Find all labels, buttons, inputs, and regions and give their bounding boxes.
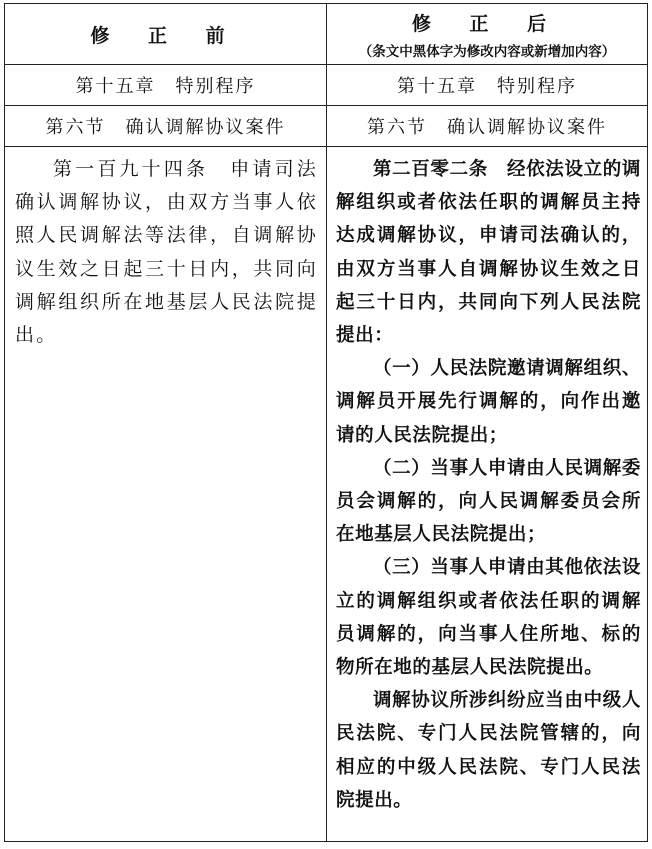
after-article-paragraph-5: 调解协议所涉纠纷应当由中级人民法院、专门人民法院管辖的，向相应的中级人民法院、专门人民法院提出。 <box>336 690 641 811</box>
after-header-cell <box>327 4 647 64</box>
comparison-table <box>4 3 648 842</box>
after-chapter-heading: 第十五章 特别程序 <box>397 76 577 97</box>
header-row <box>5 4 647 65</box>
before-chapter-heading: 第十五章 特别程序 <box>75 76 256 97</box>
before-header-cell <box>5 4 327 64</box>
section-row <box>5 106 647 147</box>
chapter-row <box>5 65 647 106</box>
before-title: 修 正 前 <box>90 24 241 47</box>
after-section-cell <box>327 106 647 146</box>
after-chapter-cell <box>327 65 647 105</box>
body-row <box>5 147 647 841</box>
after-body-cell <box>327 147 647 841</box>
before-body-cell <box>5 147 327 841</box>
after-title: 修 正 后 <box>411 12 563 35</box>
before-article-paragraph: 第一百九十四条 申请司法确认调解协议，由双方当事人依照人民调解法等法律，自调解协议生效之日起三十日内，共同向调解组织所在地基层人民法院提出。 <box>15 158 318 347</box>
after-note: （条文中黑体字为修改内容或新增加内容） <box>358 43 616 60</box>
before-article-text <box>15 153 318 352</box>
after-article-paragraph-1: 第二百零二条 经依法设立的调解组织或者依法任职的调解员主持达成调解协议，申请司法确认的，由双方当事人自调解协议生效之日起三十日内，共同向下列人民法院提出： <box>336 159 641 347</box>
after-section-heading: 第六节 确认调解协议案件 <box>367 117 607 138</box>
before-section-heading: 第六节 确认调解协议案件 <box>45 117 286 138</box>
before-chapter-cell <box>5 65 327 105</box>
after-article-paragraph-4: （三）当事人申请由其他依法设立的调解组织或者依法任职的调解员调解的，向当事人住所地、标的物所在地的基层人民法院提出。 <box>336 557 641 679</box>
after-article-paragraph-3: （二）当事人申请由人民调解委员会调解的，向人民调解委员会所在地基层人民法院提出； <box>336 457 641 546</box>
before-section-cell <box>5 106 327 146</box>
after-article-paragraph-2: （一）人民法院邀请调解组织、调解员开展先行调解的，向作出邀请的人民法院提出； <box>336 358 641 446</box>
after-article-text <box>336 153 641 817</box>
